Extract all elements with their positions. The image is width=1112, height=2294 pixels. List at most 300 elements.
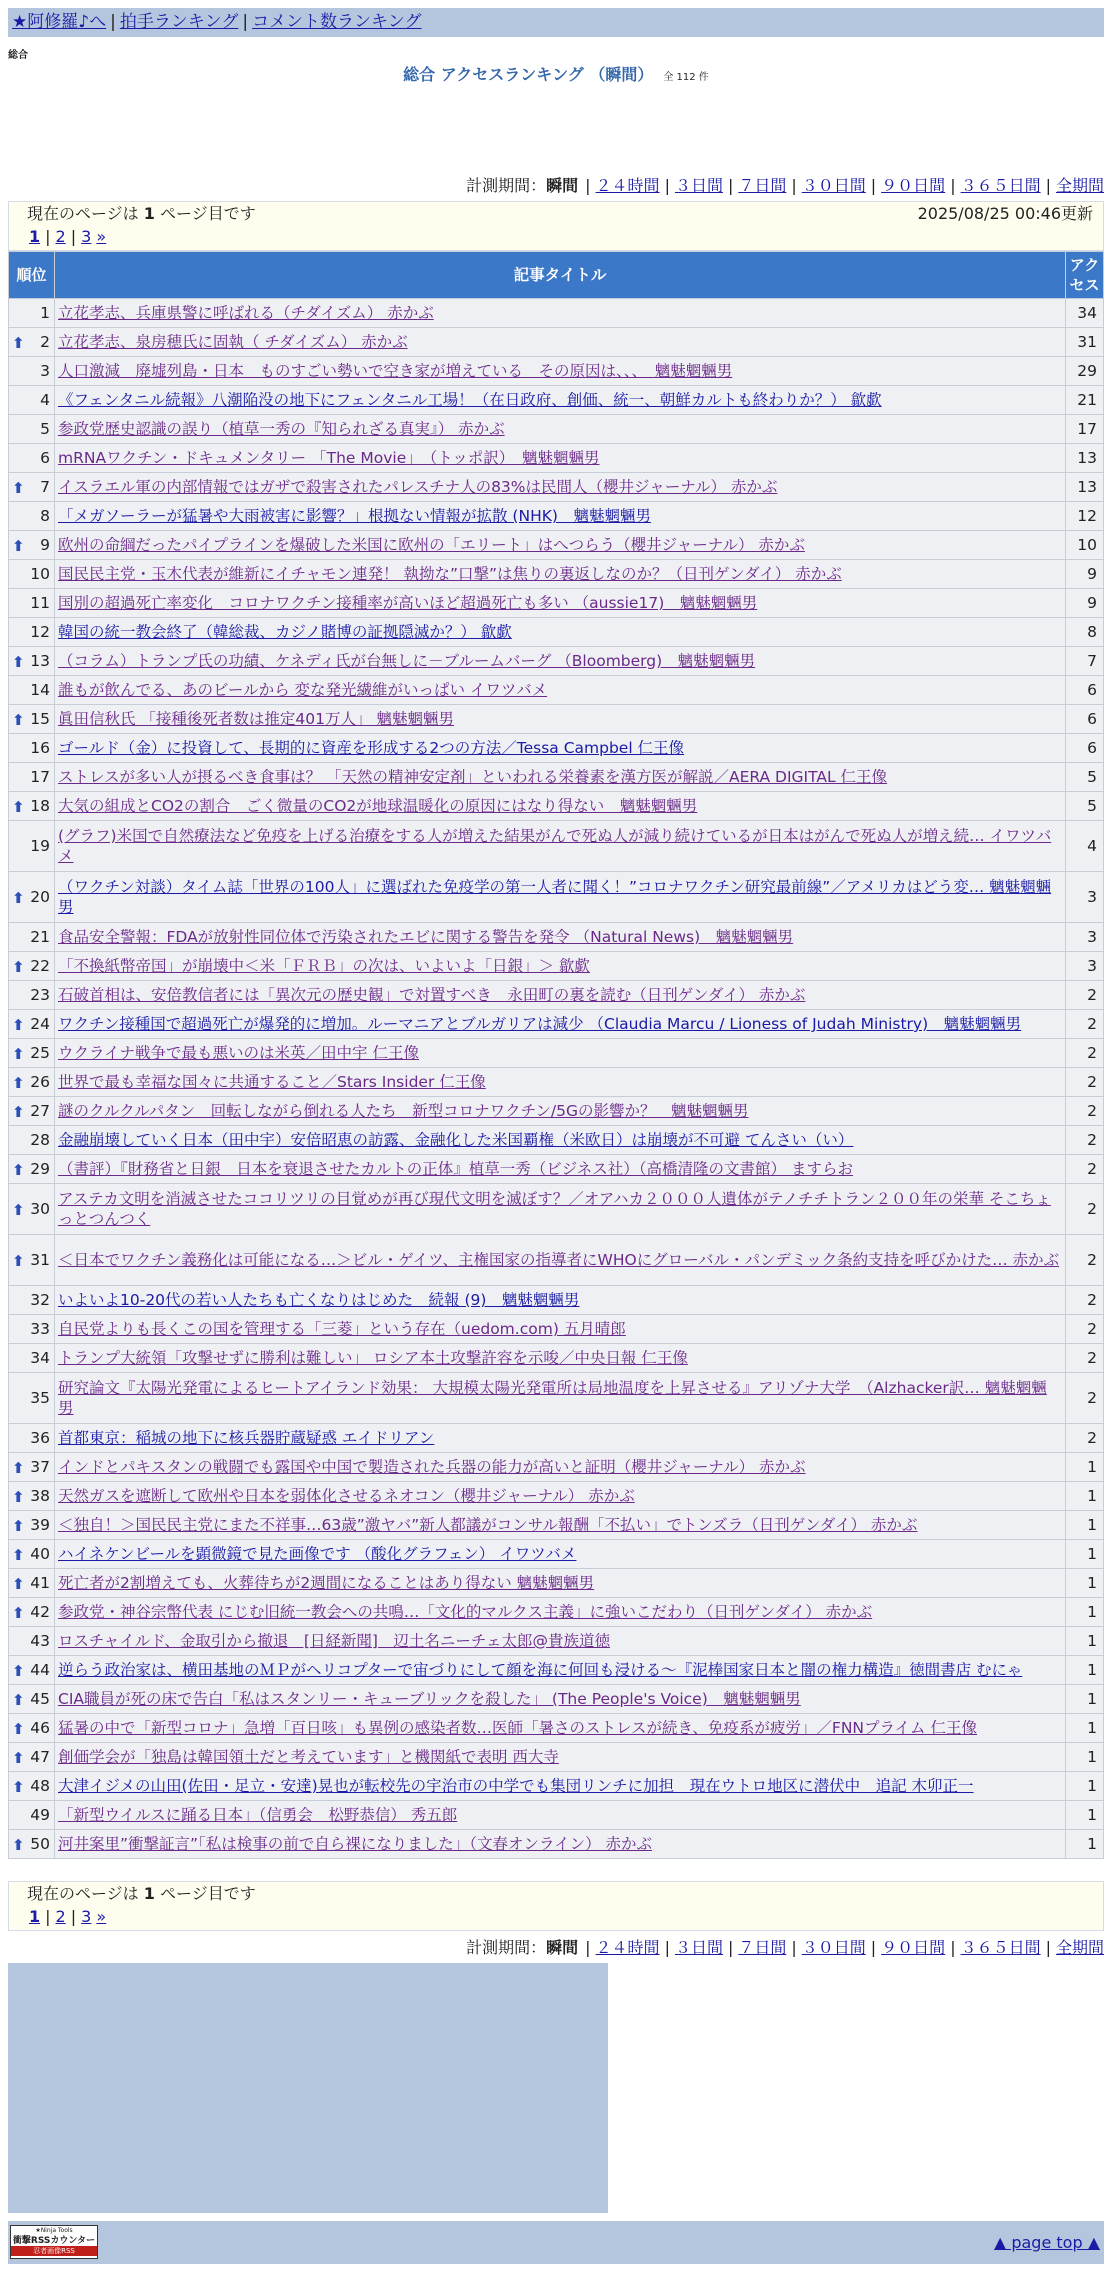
access-count: 6 <box>1066 676 1104 705</box>
rank-cell <box>9 357 55 386</box>
table-row <box>9 1286 1104 1315</box>
article-link[interactable]: （コラム）トランプ氏の功績、ケネディ氏が台無しに－ブルームバーグ （Bloomberg) 魑魅魍魎男 <box>58 652 756 670</box>
period-link[interactable]: ９０日間 <box>881 176 946 195</box>
article-link[interactable]: 金融崩壊していく日本（田中宇）安倍昭恵の訪露、金融化した米国覇権（米欧日）は崩壊が不可避 てんさい（い） <box>58 1131 854 1149</box>
period-link[interactable]: ３日間 <box>674 1938 723 1957</box>
rank-number: 5 <box>40 420 50 438</box>
up-arrow-icon: ⬆ <box>12 1459 25 1477</box>
ninja-rss-logo[interactable] <box>10 2225 98 2259</box>
footer-bar <box>8 2221 1104 2264</box>
article-link[interactable]: 「不換紙幣帝国」が崩壊中＜米「ＦＲＢ」の次は、いよいよ「日銀」＞ 歙歔 <box>58 957 590 975</box>
title-cell <box>55 1830 1066 1859</box>
table-row <box>9 502 1104 531</box>
rank-cell <box>9 1453 55 1482</box>
table-row <box>9 1010 1104 1039</box>
rank-cell <box>9 1184 55 1235</box>
access-count: 1 <box>1066 1772 1104 1801</box>
up-arrow-icon: ⬆ <box>12 1045 25 1063</box>
article-link[interactable]: ウクライナ戦争で最も悪いのは米英／田中宇 仁王像 <box>58 1044 419 1062</box>
total-count: 全 112 件 <box>663 72 709 83</box>
rank-number: 28 <box>30 1131 50 1149</box>
article-link[interactable]: ＜独自！＞国民民主党にまた不祥事…63歳”激ヤバ”新人都議がコンサル報酬「不払い」でトンズラ（日刊ゲンダイ） 赤かぶ <box>58 1516 918 1534</box>
access-count: 2 <box>1066 1286 1104 1315</box>
table-row <box>9 1598 1104 1627</box>
article-link[interactable]: ロスチャイルド、金取引から撤退 [日経新聞] 辺土名ニーチェ太郎@貴族道徳 <box>58 1632 610 1650</box>
article-link[interactable]: ワクチン接種国で超過死亡が爆発的に増加。ルーマニアとブルガリアは減少 （Claudia Marcu / Lioness of Judah Ministry) 魑魅魍魎男 <box>58 1015 1022 1033</box>
article-link[interactable]: 謎のクルクルパタン 回転しながら倒れる人たち 新型コロナワクチン/5Gの影響か？ 魑魅魍魎男 <box>58 1102 749 1120</box>
rank-number: 35 <box>30 1389 50 1407</box>
rank-number: 6 <box>40 449 50 467</box>
access-count: 1 <box>1066 1453 1104 1482</box>
rank-header: 順位 <box>9 252 55 299</box>
rank-number: 30 <box>30 1200 50 1218</box>
article-link[interactable]: 世界で最も幸福な国々に共通すること／Stars Insider 仁王像 <box>58 1073 486 1091</box>
rank-number: 44 <box>30 1661 50 1679</box>
article-link[interactable]: （ワクチン対談）タイム誌「世界の100人」に選ばれた免疫学の第一人者に聞く！”コロナワクチン研究最前線”／アメリカはどう変… 魑魅魍魎男 <box>58 878 1052 916</box>
title-cell <box>55 502 1066 531</box>
rank-cell <box>9 328 55 357</box>
table-row <box>9 647 1104 676</box>
access-count: 3 <box>1066 923 1104 952</box>
article-link[interactable]: 天然ガスを遮断して欧州や日本を弱体化させるネオコン（櫻井ジャーナル） 赤かぶ <box>58 1487 635 1505</box>
article-link[interactable]: 欧州の命綱だったパイプラインを爆破した米国に欧州の「エリート」はへつらう（櫻井ジャーナル） 赤かぶ <box>58 536 805 554</box>
article-link[interactable]: 死亡者が2割増えても、火葬待ちが2週間になることはあり得ない 魑魅魍魎男 <box>58 1574 595 1592</box>
rank-number: 1 <box>40 304 50 322</box>
article-link[interactable]: ＜日本でワクチン義務化は可能になる…＞ビル・ゲイツ、主権国家の指導者にWHOにグローバル・パンデミック条約支持を呼びかけた… 赤かぶ <box>58 1251 1060 1269</box>
rank-cell <box>9 1830 55 1859</box>
period-separator: | <box>1045 176 1051 195</box>
table-row <box>9 1097 1104 1126</box>
table-row <box>9 1540 1104 1569</box>
table-row <box>9 618 1104 647</box>
pagination-page-link[interactable]: 3 <box>81 227 92 246</box>
pagination-page-link[interactable]: 1 <box>29 227 41 246</box>
period-separator: | <box>950 1938 956 1957</box>
title-cell <box>55 705 1066 734</box>
page-status <box>27 1882 1093 1905</box>
rank-cell <box>9 1482 55 1511</box>
title-cell <box>55 872 1066 923</box>
article-link[interactable]: ハイネケンビールを顕微鏡で見た画像です （酸化グラフェン） イワツバメ <box>58 1545 577 1563</box>
access-count: 8 <box>1066 618 1104 647</box>
table-row <box>9 473 1104 502</box>
rank-cell <box>9 444 55 473</box>
period-selector-bottom <box>466 1938 1104 1958</box>
article-link[interactable]: 人口激減 廃墟列島・日本 ものすごい勢いで空き家が増えている その原因は、、、 魑魅魍魎男 <box>58 362 733 380</box>
period-link[interactable]: ２４時間 <box>595 1938 660 1957</box>
pagination-page-link[interactable]: 2 <box>55 227 66 246</box>
article-link[interactable]: ゴールド（金）に投資して、長期的に資産を形成する2つの方法／Tessa Campbel 仁王像 <box>58 739 685 757</box>
rank-number: 47 <box>30 1748 50 1766</box>
rank-number: 7 <box>40 478 50 496</box>
up-arrow-icon: ⬆ <box>12 1016 25 1034</box>
article-link[interactable]: 《フェンタニル続報》八潮陥没の地下にフェンタニル工場！（在日政府、創価、統一、朝鮮カルトも終わりか？） 歙歔 <box>58 391 882 409</box>
rank-number: 50 <box>30 1835 50 1853</box>
period-link[interactable]: ３０日間 <box>801 1938 866 1957</box>
up-arrow-icon: ⬆ <box>12 1575 25 1593</box>
title-cell <box>55 1424 1066 1453</box>
table-row <box>9 1685 1104 1714</box>
period-separator: | <box>870 1938 877 1957</box>
rank-cell <box>9 1039 55 1068</box>
nav-home-link[interactable]: ★阿修羅♪へ <box>12 12 107 32</box>
access-count: 17 <box>1066 415 1104 444</box>
title-cell <box>55 1068 1066 1097</box>
pagination-next-link[interactable]: » <box>96 1907 107 1926</box>
pagination-next-link[interactable]: » <box>96 227 107 246</box>
table-row <box>9 1235 1104 1286</box>
rank-cell <box>9 1155 55 1184</box>
article-link[interactable]: 研究論文『太陽光発電によるヒートアイランド効果： 大規模太陽光発電所は局地温度を上昇させる』アリゾナ大学 （Alzhacker訳… 魑魅魍魎男 <box>58 1379 1047 1417</box>
article-link[interactable]: 自民党よりも長くこの国を管理する「三菱」という存在（uedom.com) 五月晴郎 <box>58 1320 626 1338</box>
period-selector-top <box>466 176 1104 196</box>
access-count: 1 <box>1066 1801 1104 1830</box>
rank-cell <box>9 872 55 923</box>
article-link[interactable]: 大津イジメの山田(佐田・足立・安達)晃也が転校先の宇治市の中学でも集団リンチに加担 現在ウトロ地区に潜伏中 追記 木卯正一 <box>58 1777 974 1795</box>
pagination-separator: | <box>45 227 51 246</box>
access-count: 1 <box>1066 1569 1104 1598</box>
access-count: 1 <box>1066 1511 1104 1540</box>
article-link[interactable]: 「新型ウイルスに踊る日本」（信勇会 松野恭信） 秀五郎 <box>58 1806 458 1824</box>
title-cell <box>55 1286 1066 1315</box>
access-count: 1 <box>1066 1743 1104 1772</box>
table-header-row <box>9 252 1104 299</box>
access-count: 2 <box>1066 1373 1104 1424</box>
title-cell <box>55 1714 1066 1743</box>
period-separator: | <box>664 176 670 195</box>
access-count: 2 <box>1066 1068 1104 1097</box>
rank-number: 12 <box>30 623 50 641</box>
up-arrow-icon: ⬆ <box>12 1252 25 1270</box>
period-separator: | <box>791 176 797 195</box>
rank-number: 43 <box>30 1632 50 1650</box>
title-cell <box>55 1743 1066 1772</box>
rank-number: 15 <box>30 710 50 728</box>
page-status <box>27 202 1093 225</box>
title-cell <box>55 981 1066 1010</box>
table-row <box>9 415 1104 444</box>
period-link[interactable]: ７日間 <box>738 176 787 195</box>
article-link[interactable]: 国民民主党・玉木代表が維新にイチャモン連発！ 執拗な”口撃”は焦りの裏返しなのか？（日刊ゲンダイ） 赤かぶ <box>58 565 842 583</box>
rank-number: 23 <box>30 986 50 1004</box>
category-label: 総合 <box>8 50 28 61</box>
title-cell <box>55 1126 1066 1155</box>
period-separator: | <box>1045 1938 1051 1957</box>
title-header: 記事タイトル <box>55 252 1066 299</box>
table-row <box>9 589 1104 618</box>
rank-cell <box>9 1714 55 1743</box>
page-number: 1 <box>143 1884 155 1903</box>
up-arrow-icon: ⬆ <box>12 1161 25 1179</box>
title-cell <box>55 589 1066 618</box>
article-link[interactable]: アステカ文明を消滅させたココリツリの目覚めが再び現代文明を滅ぼす？／オアハカ２０００人遺体がテノチチトラン２００年の栄華 そこちょっとつんつく <box>58 1190 1051 1228</box>
table-row <box>9 531 1104 560</box>
access-count: 13 <box>1066 444 1104 473</box>
up-arrow-icon: ⬆ <box>12 334 25 352</box>
period-link[interactable]: 全期間 <box>1055 176 1104 195</box>
title-cell <box>55 1656 1066 1685</box>
access-count: 2 <box>1066 1344 1104 1373</box>
rank-cell <box>9 1801 55 1830</box>
title-cell <box>55 531 1066 560</box>
period-link[interactable]: ９０日間 <box>881 1938 946 1957</box>
table-row <box>9 1373 1104 1424</box>
title-cell <box>55 618 1066 647</box>
table-row <box>9 560 1104 589</box>
article-link[interactable]: 立花孝志、兵庫県警に呼ばれる（チダイズム） 赤かぶ <box>58 304 434 322</box>
article-link[interactable]: トランプ大統領「攻撃せずに勝利は難しい」 ロシア本土攻撃許容を示唆／中央日報 仁王像 <box>58 1349 688 1367</box>
article-link[interactable]: いよいよ10-20代の若い人たちも亡くなりはじめた 続報 (9) 魑魅魍魎男 <box>58 1291 580 1309</box>
rank-cell <box>9 1010 55 1039</box>
access-count: 1 <box>1066 1540 1104 1569</box>
article-link[interactable]: (グラフ)米国で自然療法など免疫を上げる治療をする人が増えた結果がんで死ぬ人が減り続けているが日本はがんで死ぬ人が増え続… イワツバメ <box>58 827 1052 865</box>
pagination-page-link[interactable]: 1 <box>29 1907 41 1926</box>
table-row <box>9 1155 1104 1184</box>
table-row <box>9 1830 1104 1859</box>
access-header: アクセス <box>1066 252 1104 299</box>
article-link[interactable]: 食品安全警報：FDAが放射性同位体で汚染されたエビに関する警告を発令 （Natural News) 魑魅魍魎男 <box>58 928 794 946</box>
rank-cell <box>9 821 55 872</box>
up-arrow-icon: ⬆ <box>12 1662 25 1680</box>
up-arrow-icon: ⬆ <box>12 711 25 729</box>
rank-cell <box>9 1511 55 1540</box>
article-link[interactable]: 誰もが飲んでる、あのビールから 変な発光繊維がいっぱい イワツバメ <box>58 681 548 699</box>
title-cell <box>55 1373 1066 1424</box>
period-link[interactable]: ３日間 <box>674 176 723 195</box>
page-top-link[interactable]: ▲ page top ▲ <box>993 2233 1100 2252</box>
access-count: 1 <box>1066 1598 1104 1627</box>
period-link[interactable]: ７日間 <box>738 1938 787 1957</box>
table-row <box>9 1714 1104 1743</box>
access-count: 6 <box>1066 734 1104 763</box>
page-suffix: ページ目です <box>160 204 256 223</box>
period-link[interactable]: ３６５日間 <box>960 1938 1041 1957</box>
table-row <box>9 1656 1104 1685</box>
article-link[interactable]: インドとパキスタンの戦闘でも露国や中国で製造された兵器の能力が高いと証明（櫻井ジャーナル） 赤かぶ <box>58 1458 806 1476</box>
access-count: 1 <box>1066 1482 1104 1511</box>
period-link[interactable]: ２４時間 <box>595 176 660 195</box>
article-link[interactable]: 韓国の統一教会終了（韓総裁、カジノ賭博の証拠隠滅か？） 歙歔 <box>58 623 512 641</box>
table-row <box>9 763 1104 792</box>
rank-number: 18 <box>30 797 50 815</box>
title-cell <box>55 560 1066 589</box>
period-label: 計測期間： <box>466 176 547 195</box>
rank-number: 21 <box>30 928 50 946</box>
rank-cell <box>9 705 55 734</box>
title-cell <box>55 1482 1066 1511</box>
article-link[interactable]: 石破首相は、安倍教信者には「異次元の歴史観」で対置すべき 永田町の裏を読む（日刊ゲンダイ） 赤かぶ <box>58 986 806 1004</box>
title-cell <box>55 821 1066 872</box>
article-link[interactable]: 創価学会が「独島は韓国領土だと考えています」と機関紙で表明 西大寺 <box>58 1748 559 1766</box>
article-link[interactable]: （書評）『財務省と日銀 日本を衰退させたカルトの正体』植草一秀（ビジネス社）（高橋清隆の文書館） ますらお <box>58 1160 853 1178</box>
up-arrow-icon: ⬆ <box>12 653 25 671</box>
article-link[interactable]: 「メガソーラーが猛暑や大雨被害に影響？」根拠ない情報が拡散 (NHK) 魑魅魍魎男 <box>58 507 651 525</box>
title-cell <box>55 473 1066 502</box>
up-arrow-icon: ⬆ <box>12 1749 25 1767</box>
article-link[interactable]: 参政党・神谷宗幣代表 にじむ旧統一教会への共鳴…「文化的マルクス主義」に強いこだわり（日刊ゲンダイ） 赤かぶ <box>58 1603 873 1621</box>
rank-cell <box>9 923 55 952</box>
rank-cell <box>9 1315 55 1344</box>
rank-cell <box>9 1598 55 1627</box>
access-count: 29 <box>1066 357 1104 386</box>
up-arrow-icon: ⬆ <box>12 958 25 976</box>
access-count: 1 <box>1066 1830 1104 1859</box>
rank-cell <box>9 531 55 560</box>
update-timestamp: 2025/08/25 00:46更新 <box>917 204 1093 223</box>
rank-cell <box>9 415 55 444</box>
title-cell <box>55 792 1066 821</box>
title-cell <box>55 952 1066 981</box>
access-count: 5 <box>1066 792 1104 821</box>
rank-number: 24 <box>30 1015 50 1033</box>
access-count: 2 <box>1066 981 1104 1010</box>
nav-comment-ranking-link[interactable]: コメント数ランキング <box>252 12 422 32</box>
article-link[interactable]: mRNAワクチン・ドキュメンタリー 「The Movie」 （トッポ訳） 魑魅魍魎男 <box>58 449 600 467</box>
period-separator: | <box>727 176 734 195</box>
title-cell <box>55 1511 1066 1540</box>
table-row <box>9 1482 1104 1511</box>
rank-cell <box>9 1540 55 1569</box>
up-arrow-icon: ⬆ <box>12 1488 25 1506</box>
rank-number: 34 <box>30 1349 50 1367</box>
article-link[interactable]: 国別の超過死亡率変化 コロナワクチン接種率が高いほど超過死亡も多い （aussie17) 魑魅魍魎男 <box>58 594 758 612</box>
title-cell <box>55 1315 1066 1344</box>
access-count: 12 <box>1066 502 1104 531</box>
up-arrow-icon: ⬆ <box>12 1778 25 1796</box>
title-cell <box>55 1155 1066 1184</box>
rank-number: 25 <box>30 1044 50 1062</box>
rank-cell <box>9 734 55 763</box>
period-current: 瞬間 <box>546 1938 579 1957</box>
period-link[interactable]: ３６５日間 <box>960 176 1041 195</box>
up-arrow-icon: ⬆ <box>12 1546 25 1564</box>
rank-cell <box>9 1627 55 1656</box>
title-cell <box>55 1569 1066 1598</box>
title-cell <box>55 357 1066 386</box>
rank-cell <box>9 1373 55 1424</box>
up-arrow-icon: ⬆ <box>12 1691 25 1709</box>
article-link[interactable]: ストレスが多い人が摂るべき食事は？ 「天然の精神安定剤」といわれる栄養素を漢方医が解説／AERA DIGITAL 仁王像 <box>58 768 888 786</box>
article-link[interactable]: 立花孝志、泉房穂氏に固執（ チダイズム） 赤かぶ <box>58 333 408 351</box>
rank-cell <box>9 647 55 676</box>
rank-cell <box>9 676 55 705</box>
period-label: 計測期間： <box>466 1938 547 1957</box>
title-cell <box>55 1097 1066 1126</box>
rank-cell <box>9 618 55 647</box>
table-row <box>9 1315 1104 1344</box>
rank-cell <box>9 1685 55 1714</box>
article-link[interactable]: 参政党歴史認識の誤り（植草一秀の『知られざる真実』） 赤かぶ <box>58 420 505 438</box>
up-arrow-icon: ⬆ <box>12 1103 25 1121</box>
pagination-page-link[interactable]: 2 <box>55 1907 66 1926</box>
rank-cell <box>9 1344 55 1373</box>
article-link[interactable]: 猛暑の中で「新型コロナ」急増「百日咳」も異例の感染者数…医師「暑さのストレスが続き、免疫系が疲労」／FNNプライム 仁王像 <box>58 1719 977 1737</box>
period-separator: | <box>585 1938 591 1957</box>
rank-cell <box>9 560 55 589</box>
table-row <box>9 1801 1104 1830</box>
nav-clap-ranking-link[interactable]: 拍手ランキング <box>119 12 239 32</box>
access-count: 4 <box>1066 821 1104 872</box>
rank-number: 8 <box>40 507 50 525</box>
access-count: 10 <box>1066 531 1104 560</box>
up-arrow-icon: ⬆ <box>12 798 25 816</box>
title-cell <box>55 386 1066 415</box>
table-row <box>9 1344 1104 1373</box>
article-link[interactable]: 大気の組成とCO2の割合 ごく微量のCO2が地球温暖化の原因にはなり得ない 魑魅魍魎男 <box>58 797 698 815</box>
rank-number: 26 <box>30 1073 50 1091</box>
article-link[interactable]: CIA職員が死の床で告白「私はスタンリー・キューブリックを殺した」 (The People's Voice) 魑魅魍魎男 <box>58 1690 801 1708</box>
access-count: 2 <box>1066 1424 1104 1453</box>
rank-number: 13 <box>30 652 50 670</box>
access-count: 2 <box>1066 1235 1104 1286</box>
article-link[interactable]: 河井案里”衝撃証言”「私は検事の前で自ら裸になりました」（文春オンライン） 赤かぶ <box>58 1835 653 1853</box>
article-link[interactable]: 首都東京：稲城の地下に核兵器貯蔵疑惑 エイドリアン <box>58 1429 435 1447</box>
rank-number: 31 <box>30 1251 50 1269</box>
title-cell <box>55 1184 1066 1235</box>
rank-number: 38 <box>30 1487 50 1505</box>
table-row <box>9 923 1104 952</box>
article-link[interactable]: イスラエル軍の内部情報ではガザで殺害されたパレスチナ人の83%は民間人（櫻井ジャーナル） 赤かぶ <box>58 478 778 496</box>
table-row <box>9 357 1104 386</box>
period-separator: | <box>791 1938 797 1957</box>
rank-number: 20 <box>30 888 50 906</box>
access-count: 9 <box>1066 560 1104 589</box>
logo-sub-text: 忍者画像RSS <box>11 2246 97 2256</box>
table-row <box>9 734 1104 763</box>
rank-number: 49 <box>30 1806 50 1824</box>
title-cell <box>55 1010 1066 1039</box>
period-link[interactable]: 全期間 <box>1055 1938 1104 1957</box>
rank-number: 45 <box>30 1690 50 1708</box>
table-row <box>9 872 1104 923</box>
rank-number: 17 <box>30 768 50 786</box>
period-link[interactable]: ３０日間 <box>801 176 866 195</box>
rank-number: 22 <box>30 957 50 975</box>
rank-number: 2 <box>40 333 50 351</box>
pagination-page-link[interactable]: 3 <box>81 1907 92 1926</box>
table-row <box>9 444 1104 473</box>
article-link[interactable]: 逆らう政治家は、横田基地のＭＰがヘリコプターで宙づりにして顔を海に何回も浸ける〜『泥棒国家日本と闇の権力構造』徳間書店 むにゃ <box>58 1661 1023 1679</box>
nav-separator: | <box>110 12 116 32</box>
rank-cell <box>9 763 55 792</box>
rank-cell <box>9 792 55 821</box>
nav-separator: | <box>242 12 249 32</box>
title-cell <box>55 1685 1066 1714</box>
rank-cell <box>9 1743 55 1772</box>
title-cell <box>55 1801 1066 1830</box>
table-row <box>9 328 1104 357</box>
page-title-text: 総合 アクセスランキング （瞬間） <box>403 65 654 84</box>
title-cell <box>55 1039 1066 1068</box>
table-row <box>9 1627 1104 1656</box>
article-link[interactable]: 眞田信秋氏 「接種後死者数は推定401万人」 魑魅魍魎男 <box>58 710 454 728</box>
rank-cell <box>9 473 55 502</box>
top-nav-bar <box>8 8 1104 37</box>
access-count: 2 <box>1066 1039 1104 1068</box>
page-suffix: ページ目です <box>160 1884 256 1903</box>
table-row <box>9 1511 1104 1540</box>
rank-number: 37 <box>30 1458 50 1476</box>
period-separator: | <box>727 1938 734 1957</box>
up-arrow-icon: ⬆ <box>12 1720 25 1738</box>
rank-number: 10 <box>30 565 50 583</box>
period-current: 瞬間 <box>546 176 579 195</box>
up-arrow-icon: ⬆ <box>12 1074 25 1092</box>
up-arrow-icon: ⬆ <box>12 479 25 497</box>
title-cell <box>55 444 1066 473</box>
rank-cell <box>9 1772 55 1801</box>
rank-number: 39 <box>30 1516 50 1534</box>
